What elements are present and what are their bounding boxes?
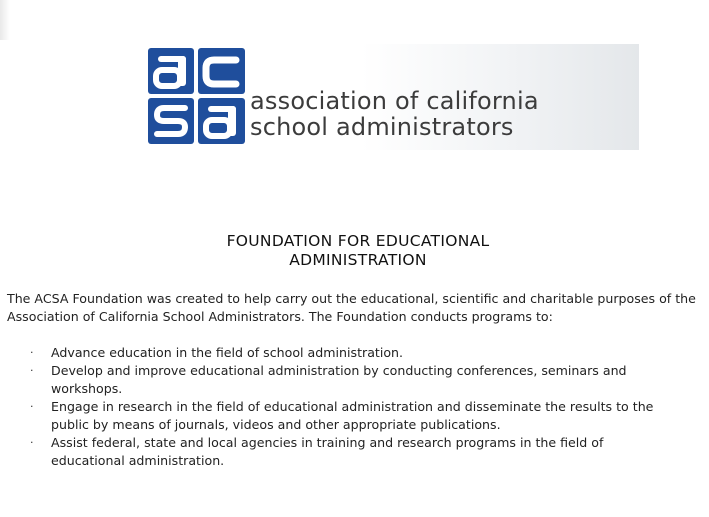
acsa-banner: [134, 44, 639, 150]
intro-line-1: The ACSA Foundation was created to help carry out the educational, scientific and charitable purposes of the: [7, 291, 696, 306]
page-title-line-2: ADMINISTRATION: [289, 251, 427, 269]
logo-text-line-2: school administrators: [250, 113, 514, 141]
page-title-line-1: FOUNDATION FOR EDUCATIONAL: [226, 232, 490, 250]
list-item-text: educational administration.: [51, 453, 225, 468]
list-item-text: Develop and improve educational administration by conducting conferences, seminars and: [51, 363, 627, 378]
list-item-text: Advance education in the field of school administration.: [51, 345, 404, 360]
intro-paragraph: [7, 290, 702, 326]
bullet-icon: ·: [30, 346, 34, 359]
bullet-icon: ·: [30, 436, 34, 449]
acsa-logo-mark: [148, 48, 245, 144]
intro-line-2: Association of California School Administrators. The Foundation conducts programs to:: [7, 309, 553, 324]
program-list: [0, 344, 709, 470]
list-item-text: Engage in research in the field of educational administration and disseminate the results to the: [51, 399, 654, 414]
bullet-icon: ·: [30, 364, 34, 377]
page-title: [0, 232, 709, 270]
list-item: [0, 398, 709, 434]
list-item: [0, 434, 709, 470]
list-item-text: public by means of journals, videos and other appropriate publications.: [51, 417, 501, 432]
corner-shadow: [0, 0, 10, 40]
list-item-text: workshops.: [51, 381, 123, 396]
logo-text-line-1: association of california: [250, 87, 539, 115]
list-item-text: Assist federal, state and local agencies in training and research programs in the field of: [51, 435, 604, 450]
acsa-logo-wordmark: [250, 88, 539, 140]
list-item: [0, 362, 709, 398]
bullet-icon: ·: [30, 400, 34, 413]
list-item: [0, 344, 709, 362]
